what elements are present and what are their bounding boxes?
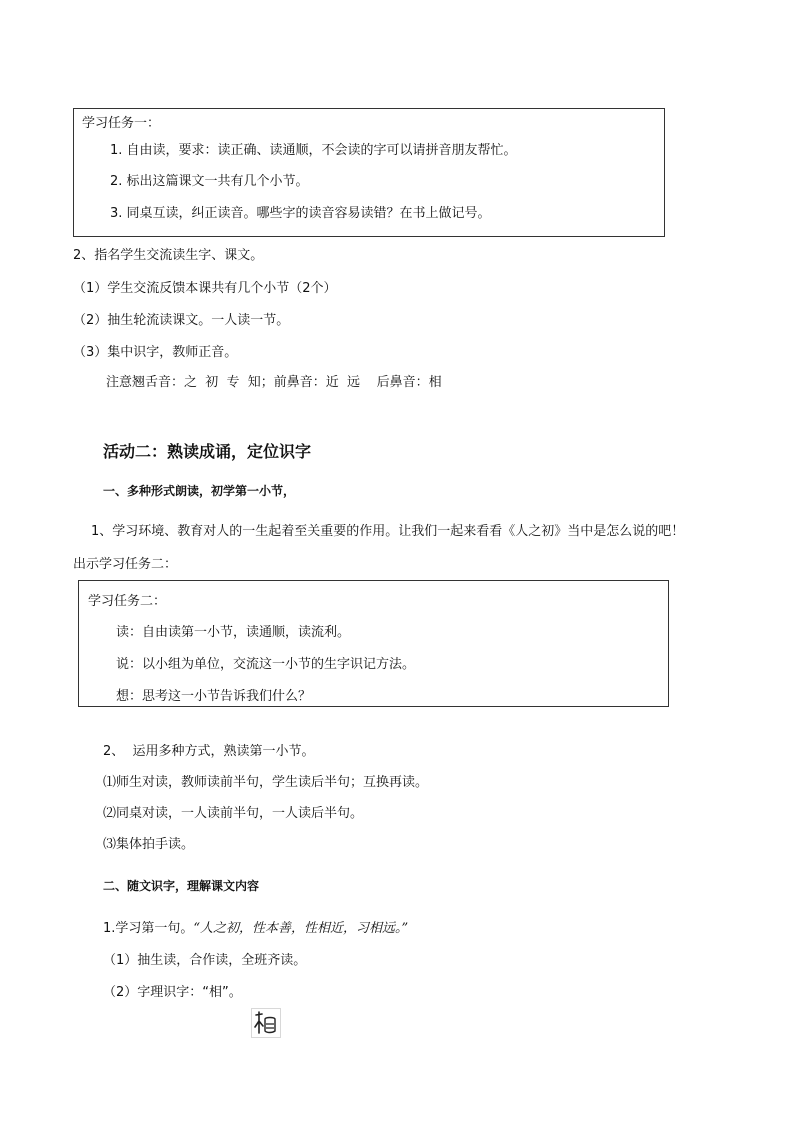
section-2-item-3: （3）集中识字，教师正音。 <box>73 345 238 360</box>
section-3-item-3: ⑶集体拍手读。 <box>103 837 195 852</box>
section-3-item-1: ⑴师生对读，教师读前半句，学生读后半句；互换再读。 <box>103 775 429 790</box>
section-4-heading: 二、随文识字，理解课文内容 <box>103 879 260 893</box>
task-box-1-item-2: 2. 标出这篇课文一共有几个小节。 <box>110 174 309 189</box>
activity-2-subheading: 一、多种形式朗读，初学第一小节， <box>103 484 296 498</box>
activity-2-paragraph-2: 出示学习任务二： <box>73 557 178 572</box>
section-4-item-1: （1）抽生读，合作读，全班齐读。 <box>103 953 307 968</box>
task-box-2-item-1: 读：自由读第一小节，读通顺，读流利。 <box>116 625 351 640</box>
task-box-2-item-2: 说：以小组为单位，交流这一小节的生字识记方法。 <box>116 657 416 672</box>
task-box-2-title: 学习任务二： <box>88 594 167 609</box>
task-box-2-item-3: 想：思考这一小节告诉我们什么？ <box>116 689 312 704</box>
section-4-line-1 <box>103 920 408 938</box>
section-2-item-2: （2）抽生轮流读课文。一人读一节。 <box>73 313 290 328</box>
section-4-item-2: （2）字理识字：“相”。 <box>103 985 242 1000</box>
activity-2-title: 活动二：熟读成诵，定位识字 <box>103 442 312 461</box>
section-3-item-2: ⑵同桌对读，一人读前半句，一人读后半句。 <box>103 806 364 821</box>
ancient-character-image <box>251 1008 281 1038</box>
section-2-heading: 2、指名学生交流读生字、课文。 <box>73 248 264 263</box>
section-2-item-1: （1）学生交流反馈本课共有几个小节（2个） <box>73 281 337 296</box>
task-box-1-item-1: 1. 自由读，要求：读正确、读通顺，不会读的字可以请拼音朋友帮忙。 <box>110 143 517 158</box>
section-4-quote: “人之初，性本善，性相近，习相远。” <box>193 921 409 936</box>
task-box-1-item-3: 3. 同桌互读，纠正读音。哪些字的读音容易读错？在书上做记号。 <box>110 206 491 221</box>
ancient-character-glyph <box>252 1009 280 1037</box>
task-box-1-title: 学习任务一： <box>82 116 161 131</box>
pronunciation-note: 注意翘舌音：之 初 专 知；前鼻音：近 远 后鼻音：相 <box>106 375 442 390</box>
activity-2-paragraph-1: 1、学习环境、教育对人的一生起着至关重要的作用。让我们一起来看看《人之初》当中是怎么说的吧！ <box>91 524 685 539</box>
section-3-heading: 2、 运用多种方式，熟读第一小节。 <box>103 744 315 759</box>
section-4-line-1-prefix: 1.学习第一句。 <box>103 921 194 936</box>
